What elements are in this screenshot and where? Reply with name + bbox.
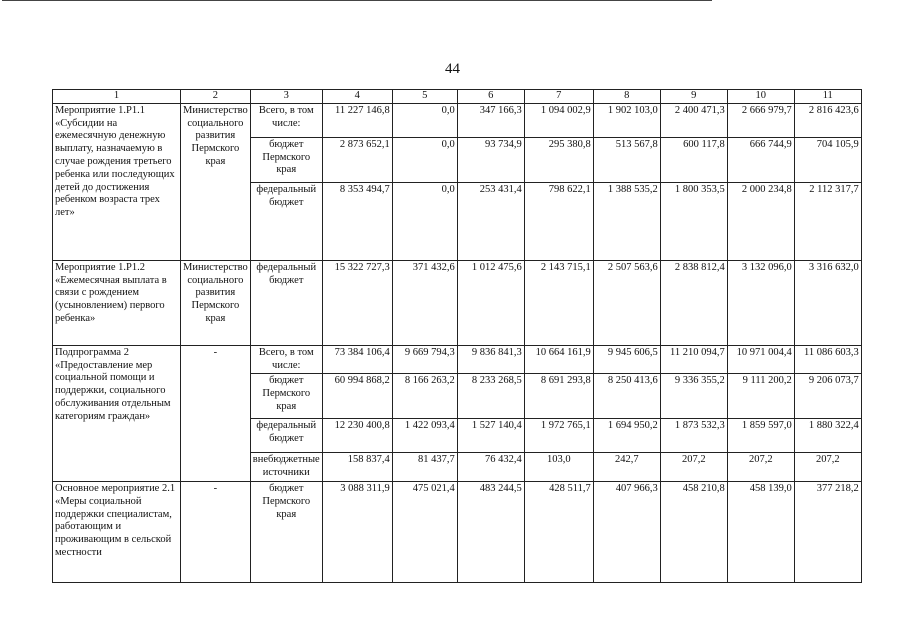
- value-cell: 2 666 979,7: [727, 103, 794, 137]
- value-cell: 9 206 073,7: [794, 374, 861, 419]
- column-header: 5: [392, 90, 457, 104]
- value-cell: 1 902 103,0: [593, 103, 660, 137]
- value-cell: 2 000 234,8: [727, 182, 794, 260]
- value-cell: 11 227 146,8: [322, 103, 392, 137]
- value-cell: 798 622,1: [524, 182, 593, 260]
- value-cell: 295 380,8: [524, 137, 593, 182]
- funding-source-cell: бюджет Пермского края: [250, 374, 322, 419]
- value-cell: 253 431,4: [457, 182, 524, 260]
- value-cell: 9 111 200,2: [727, 374, 794, 419]
- value-cell: 10 971 004,4: [727, 345, 794, 374]
- executor-cell: Министерство социального развития Пермского края: [181, 260, 251, 345]
- value-cell: 1 873 532,3: [660, 419, 727, 453]
- value-cell: 1 012 475,6: [457, 260, 524, 345]
- program-name-cell: Основное мероприятие 2.1 «Меры социальной поддержки специалистам, работающим и проживающим в сельской местности: [53, 481, 181, 582]
- value-cell: 11 086 603,3: [794, 345, 861, 374]
- value-cell: 2 838 812,4: [660, 260, 727, 345]
- value-cell: 3 316 632,0: [794, 260, 861, 345]
- value-cell: 666 744,9: [727, 137, 794, 182]
- value-cell: 8 250 413,6: [593, 374, 660, 419]
- column-header: 1: [53, 90, 181, 104]
- column-header: 2: [181, 90, 251, 104]
- column-header: 4: [322, 90, 392, 104]
- value-cell: 8 691 293,8: [524, 374, 593, 419]
- value-cell: 103,0: [524, 453, 593, 482]
- funding-source-cell: федеральный бюджет: [250, 260, 322, 345]
- value-cell: 1 694 950,2: [593, 419, 660, 453]
- program-name-cell: Подпрограмма 2 «Предоставление мер социальной помощи и поддержки, социального обслуживания отдельным категориям граждан»: [53, 345, 181, 481]
- value-cell: 93 734,9: [457, 137, 524, 182]
- funding-source-cell: федеральный бюджет: [250, 182, 322, 260]
- value-cell: 0,0: [392, 182, 457, 260]
- page-number: 44: [445, 61, 460, 77]
- value-cell: 9 336 355,2: [660, 374, 727, 419]
- column-header: 11: [794, 90, 861, 104]
- value-cell: 242,7: [593, 453, 660, 482]
- value-cell: 3 088 311,9: [322, 481, 392, 582]
- value-cell: 407 966,3: [593, 481, 660, 582]
- value-cell: 2 507 563,6: [593, 260, 660, 345]
- header-row: [53, 90, 862, 104]
- value-cell: 2 873 652,1: [322, 137, 392, 182]
- value-cell: 513 567,8: [593, 137, 660, 182]
- value-cell: 2 816 423,6: [794, 103, 861, 137]
- column-header: 8: [593, 90, 660, 104]
- executor-cell: Министерство социального развития Пермского края: [181, 103, 251, 260]
- value-cell: 1 388 535,2: [593, 182, 660, 260]
- funding-source-cell: бюджет Пермского края: [250, 481, 322, 582]
- value-cell: 158 837,4: [322, 453, 392, 482]
- column-header: 9: [660, 90, 727, 104]
- value-cell: 73 384 106,4: [322, 345, 392, 374]
- value-cell: 207,2: [727, 453, 794, 482]
- value-cell: 11 210 094,7: [660, 345, 727, 374]
- value-cell: 8 233 268,5: [457, 374, 524, 419]
- program-name-cell: Мероприятие 1.Р1.2 «Ежемесячная выплата в связи с рождением (усыновлением) первого ребенка»: [53, 260, 181, 345]
- value-cell: 371 432,6: [392, 260, 457, 345]
- value-cell: 1 422 093,4: [392, 419, 457, 453]
- value-cell: 76 432,4: [457, 453, 524, 482]
- table-row: [53, 260, 862, 345]
- column-header: 6: [457, 90, 524, 104]
- executor-cell: -: [181, 481, 251, 582]
- program-name-cell: Мероприятие 1.Р1.1 «Субсидии на ежемесячную денежную выплату, назначаемую в случае рождения третьего ребенка или последующих детей до достижения ребенком возраста трех лет»: [53, 103, 181, 260]
- value-cell: 475 021,4: [392, 481, 457, 582]
- value-cell: 458 139,0: [727, 481, 794, 582]
- value-cell: 2 143 715,1: [524, 260, 593, 345]
- value-cell: 0,0: [392, 137, 457, 182]
- column-header: 7: [524, 90, 593, 104]
- value-cell: 1 972 765,1: [524, 419, 593, 453]
- funding-source-cell: внебюджетные источники: [250, 453, 322, 482]
- table-body: [53, 103, 862, 582]
- value-cell: 2 400 471,3: [660, 103, 727, 137]
- value-cell: 207,2: [794, 453, 861, 482]
- column-header: 10: [727, 90, 794, 104]
- value-cell: 458 210,8: [660, 481, 727, 582]
- value-cell: 1 527 140,4: [457, 419, 524, 453]
- value-cell: 347 166,3: [457, 103, 524, 137]
- table-row: [53, 103, 862, 137]
- value-cell: 483 244,5: [457, 481, 524, 582]
- value-cell: 1 880 322,4: [794, 419, 861, 453]
- value-cell: 377 218,2: [794, 481, 861, 582]
- value-cell: 12 230 400,8: [322, 419, 392, 453]
- table-row: [53, 345, 862, 374]
- value-cell: 81 437,7: [392, 453, 457, 482]
- budget-table: [52, 89, 862, 583]
- funding-source-cell: Всего, в том числе:: [250, 103, 322, 137]
- value-cell: 8 166 263,2: [392, 374, 457, 419]
- funding-source-cell: федеральный бюджет: [250, 419, 322, 453]
- value-cell: 428 511,7: [524, 481, 593, 582]
- value-cell: 0,0: [392, 103, 457, 137]
- value-cell: 1 859 597,0: [727, 419, 794, 453]
- value-cell: 1 094 002,9: [524, 103, 593, 137]
- value-cell: 10 664 161,9: [524, 345, 593, 374]
- column-header: 3: [250, 90, 322, 104]
- value-cell: 60 994 868,2: [322, 374, 392, 419]
- value-cell: 9 945 606,5: [593, 345, 660, 374]
- value-cell: 704 105,9: [794, 137, 861, 182]
- value-cell: 9 836 841,3: [457, 345, 524, 374]
- value-cell: 9 669 794,3: [392, 345, 457, 374]
- value-cell: 15 322 727,3: [322, 260, 392, 345]
- value-cell: 2 112 317,7: [794, 182, 861, 260]
- value-cell: 1 800 353,5: [660, 182, 727, 260]
- funding-source-cell: бюджет Пермского края: [250, 137, 322, 182]
- value-cell: 207,2: [660, 453, 727, 482]
- funding-source-cell: Всего, в том числе:: [250, 345, 322, 374]
- value-cell: 600 117,8: [660, 137, 727, 182]
- value-cell: 3 132 096,0: [727, 260, 794, 345]
- table-row: [53, 481, 862, 582]
- executor-cell: -: [181, 345, 251, 481]
- top-rule: [2, 0, 712, 2]
- value-cell: 8 353 494,7: [322, 182, 392, 260]
